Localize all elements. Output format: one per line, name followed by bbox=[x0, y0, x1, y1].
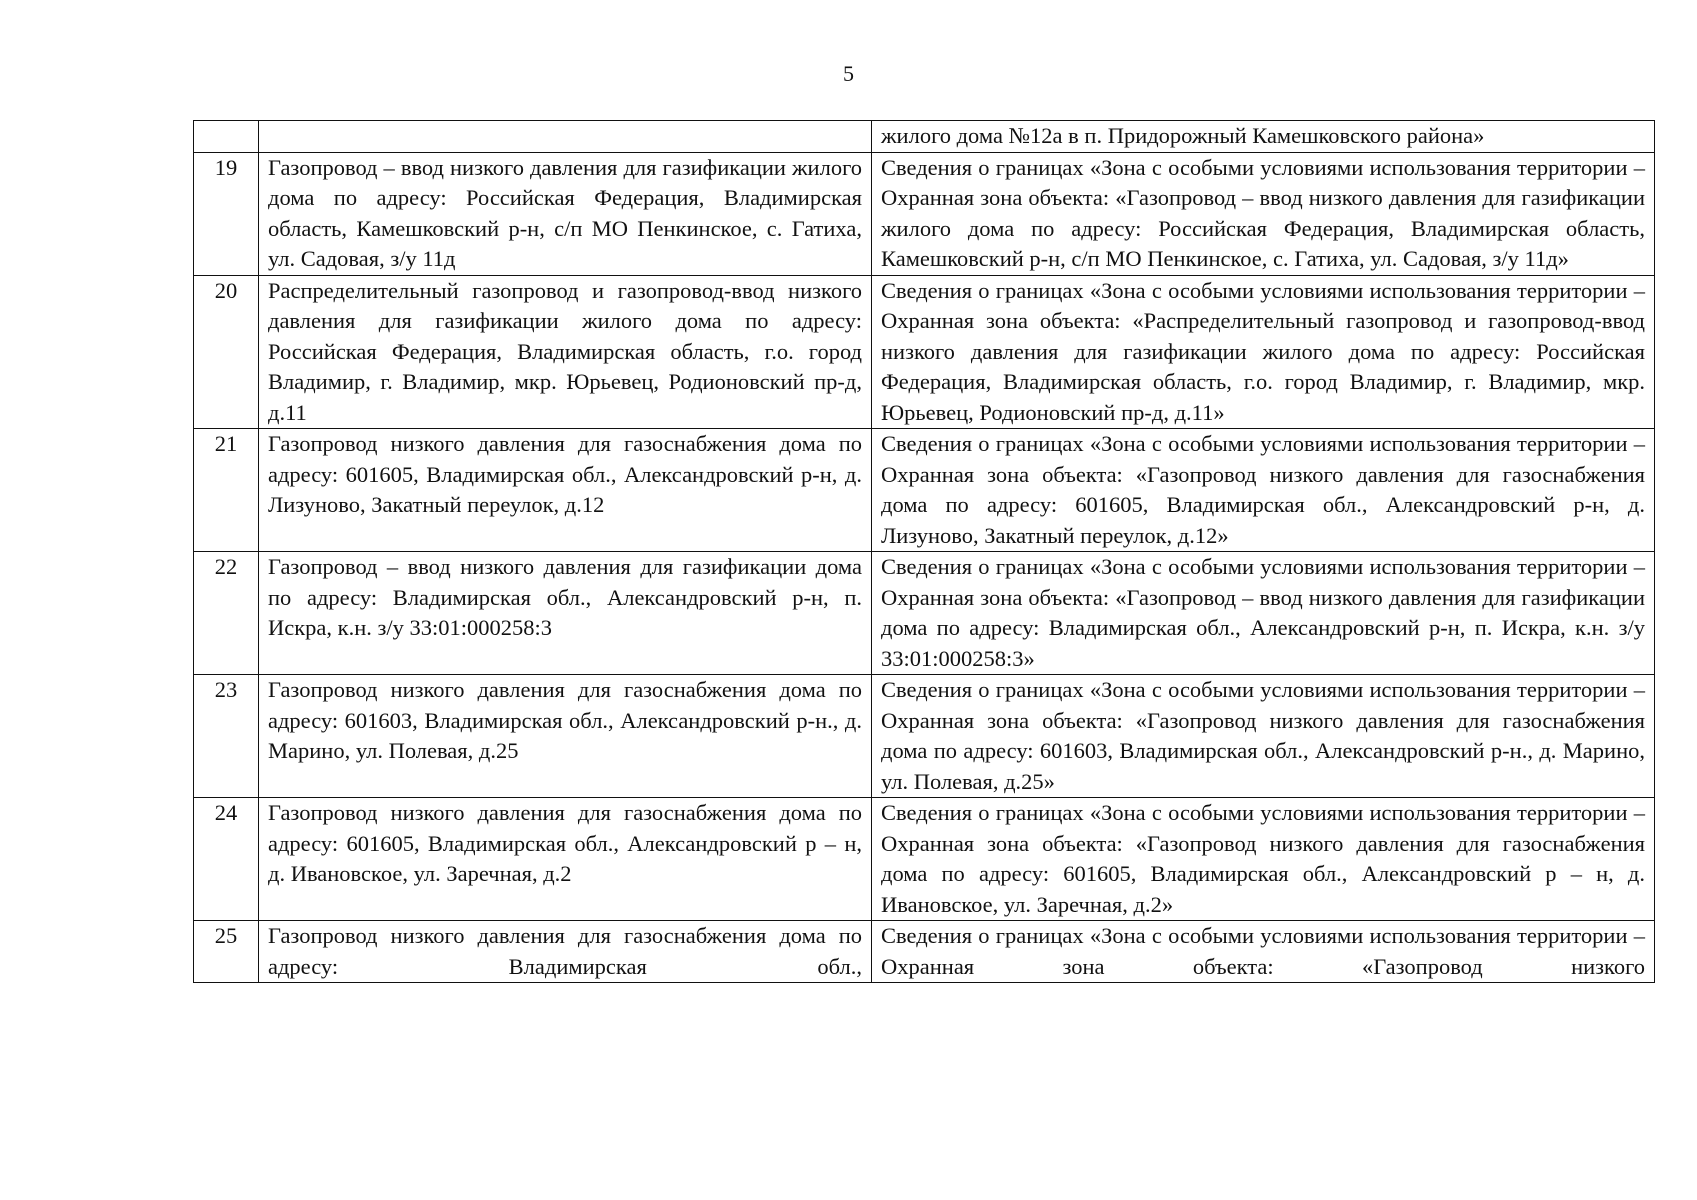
zone-info-cell: Сведения о границах «Зона с особыми условиями использования территории – Охранная зона объекта: «Газопровод – ввод низкого давления для газификации дома по адресу: Владимирская обл., Александровский р-н, п. Искра, к.н. з/у 33:01:000258:3» bbox=[872, 552, 1655, 675]
row-number: 19 bbox=[194, 152, 259, 275]
row-number: 23 bbox=[194, 675, 259, 798]
table-row bbox=[194, 121, 1655, 153]
table-row bbox=[194, 429, 1655, 552]
object-name-cell: Газопровод – ввод низкого давления для газификации дома по адресу: Владимирская обл., Александровский р-н, п. Искра, к.н. з/у 33:01:000258:3 bbox=[259, 552, 872, 675]
object-name-cell: Распределительный газопровод и газопровод-ввод низкого давления для газификации жилого дома по адресу: Российская Федерация, Владимирская область, г.о. город Владимир, г. Владимир, мкр. Юрьевец, Родионовский пр-д, д.11 bbox=[259, 275, 872, 429]
object-name-cell: Газопровод низкого давления для газоснабжения дома по адресу: 601605, Владимирская обл., Александровский р-н, д. Лизуново, Закатный переулок, д.12 bbox=[259, 429, 872, 552]
table-row bbox=[194, 675, 1655, 798]
object-name-cell bbox=[259, 121, 872, 153]
object-name-cell: Газопровод низкого давления для газоснабжения дома по адресу: Владимирская обл., bbox=[259, 921, 872, 983]
row-number: 25 bbox=[194, 921, 259, 983]
object-name-cell: Газопровод низкого давления для газоснабжения дома по адресу: 601605, Владимирская обл., Александровский р – н, д. Ивановское, ул. Заречная, д.2 bbox=[259, 798, 872, 921]
zone-info-cell: Сведения о границах «Зона с особыми условиями использования территории – Охранная зона объекта: «Газопровод низкого давления для газоснабжения дома по адресу: 601605, Владимирская обл., Александровский р-н, д. Лизуново, Закатный переулок, д.12» bbox=[872, 429, 1655, 552]
table-row bbox=[194, 152, 1655, 275]
zone-info-cell: Сведения о границах «Зона с особыми условиями использования территории – Охранная зона объекта: «Газопровод низкого bbox=[872, 921, 1655, 983]
zone-info-cell: Сведения о границах «Зона с особыми условиями использования территории – Охранная зона объекта: «Распределительный газопровод и газопровод-ввод низкого давления для газификации жилого дома по адресу: Российская Федерация, Владимирская область, г.о. город Владимир, г. Владимир, мкр. Юрьевец, Родионовский пр-д, д.11» bbox=[872, 275, 1655, 429]
page-number: 5 bbox=[843, 61, 854, 86]
row-number bbox=[194, 121, 259, 153]
zone-info-cell: жилого дома №12а в п. Придорожный Камешковского района» bbox=[872, 121, 1655, 153]
table-row bbox=[194, 275, 1655, 429]
zone-info-cell: Сведения о границах «Зона с особыми условиями использования территории – Охранная зона объекта: «Газопровод низкого давления для газоснабжения дома по адресу: 601605, Владимирская обл., Александровский р – н, д. Ивановское, ул. Заречная, д.2» bbox=[872, 798, 1655, 921]
zones-table bbox=[193, 120, 1655, 983]
zone-info-cell: Сведения о границах «Зона с особыми условиями использования территории – Охранная зона объекта: «Газопровод – ввод низкого давления для газификации жилого дома по адресу: Российская Федерация, Владимирская область, Камешковский р-н, с/п МО Пенкинское, с. Гатиха, ул. Садовая, з/у 11д» bbox=[872, 152, 1655, 275]
row-number: 21 bbox=[194, 429, 259, 552]
table-row bbox=[194, 798, 1655, 921]
row-number: 22 bbox=[194, 552, 259, 675]
object-name-cell: Газопровод – ввод низкого давления для газификации жилого дома по адресу: Российская Федерация, Владимирская область, Камешковский р-н, с/п МО Пенкинское, с. Гатиха, ул. Садовая, з/у 11д bbox=[259, 152, 872, 275]
object-name-cell: Газопровод низкого давления для газоснабжения дома по адресу: 601603, Владимирская обл., Александровский р-н., д. Марино, ул. Полевая, д.25 bbox=[259, 675, 872, 798]
row-number: 24 bbox=[194, 798, 259, 921]
table-row bbox=[194, 921, 1655, 983]
table-row bbox=[194, 552, 1655, 675]
zone-info-cell: Сведения о границах «Зона с особыми условиями использования территории – Охранная зона объекта: «Газопровод низкого давления для газоснабжения дома по адресу: 601603, Владимирская обл., Александровский р-н., д. Марино, ул. Полевая, д.25» bbox=[872, 675, 1655, 798]
row-number: 20 bbox=[194, 275, 259, 429]
